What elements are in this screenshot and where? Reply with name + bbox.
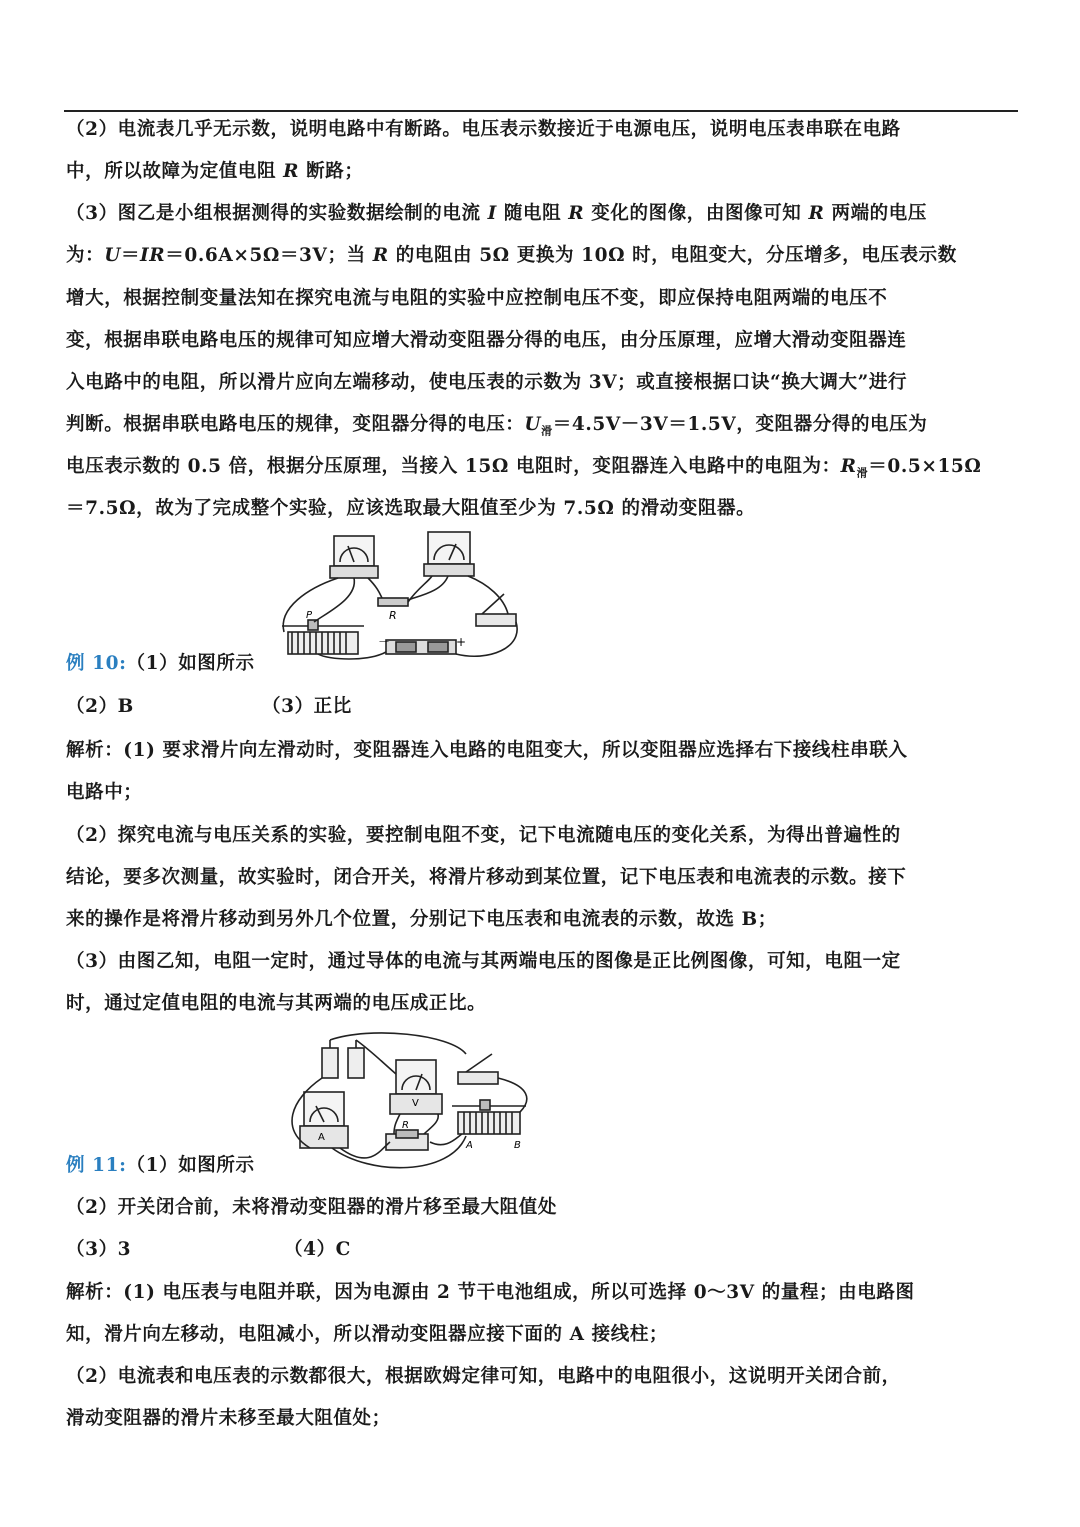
- text-line: （3）由图乙知，电阻一定时，通过导体的电流与其两端电压的图像是正比例图像，可知，电阻一定: [66, 951, 901, 972]
- terminal-a-label: A: [466, 1140, 473, 1151]
- example-11-answer-4: （4）C: [284, 1239, 351, 1260]
- terminal-b-label: B: [514, 1140, 521, 1151]
- text-line: 判断。根据串联电路电压的规律，变阻器分得的电压：$U_滑=4.5V-3V=1.5V$，变阻器分得的电压为: [66, 414, 928, 438]
- resistor-label: R: [389, 609, 397, 622]
- text-line: ＝7.5Ω，故为了完成整个实验，应该选取最大阻值至少为 7.5Ω 的滑动变阻器。: [66, 498, 756, 519]
- example-10-answer-3: （3）正比: [262, 696, 352, 717]
- text-line: 来的操作是将滑片移动到另外几个位置，分别记下电压表和电流表的示数，故选 B；: [66, 909, 777, 930]
- text-line: 解析：(1) 要求滑片向左滑动时，变阻器连入电路的电阻变大，所以变阻器应选择右下接线柱串联入: [66, 740, 908, 761]
- text-line: 解析：(1) 电压表与电阻并联，因为电源由 2 节干电池组成，所以可选择 0～3V 的量程；由电路图: [66, 1282, 915, 1303]
- voltmeter-label: V: [412, 1098, 419, 1109]
- example-10-tag: 例 10:: [66, 653, 127, 674]
- text-line: 滑动变阻器的滑片未移至最大阻值处；: [66, 1408, 391, 1429]
- minus-label: －: [378, 635, 391, 649]
- text-line: （2）电流表几乎无示数，说明电路中有断路。电压表示数接近于电源电压，说明电压表串联在电路: [66, 119, 901, 140]
- plus-label: +: [456, 635, 467, 649]
- text-line: 入电路中的电阻，所以滑片应向左端移动，使电压表的示数为 3V；或直接根据口诀“换大调大”进行: [66, 372, 908, 393]
- text-line: 电路中；: [66, 782, 143, 803]
- text-line: 中，所以故障为定值电阻 R 断路；: [66, 161, 364, 182]
- slider-label: P: [306, 610, 313, 621]
- example-11-tag: 例 11:: [66, 1155, 127, 1176]
- text-line: （2）电流表和电压表的示数都很大，根据欧姆定律可知，电路中的电阻很小，这说明开关闭合前，: [66, 1366, 901, 1387]
- example-11-answer-2: （2）开关闭合前，未将滑动变阻器的滑片移至最大阻值处: [66, 1197, 557, 1218]
- text-line: 为：U＝IR＝0.6A×5Ω＝3V；当 R 的电阻由 5Ω 更换为 10Ω 时，电阻变大，分压增多，电压表示数: [66, 245, 957, 266]
- example-10-answer-1: 例 10:（1）如图所示: [66, 653, 255, 674]
- text-line: 变，根据串联电路电压的规律可知应增大滑动变阻器分得的电压，由分压原理，应增大滑动变阻器连: [66, 330, 907, 351]
- text-line: （3）图乙是小组根据测得的实验数据绘制的电流 I 随电阻 R 变化的图像，由图像可知 R 两端的电压: [66, 203, 927, 224]
- resistor-label: R: [402, 1120, 409, 1131]
- text-line: 结论，要多次测量，故实验时，闭合开关，将滑片移动到某位置，记下电压表和电流表的示数。接下: [66, 867, 907, 888]
- text-line: 知，滑片向左移动，电阻减小，所以滑动变阻器应接下面的 A 接线柱；: [66, 1324, 669, 1345]
- example-10-answer-2: （2）B: [66, 696, 134, 717]
- text-line: 电压表示数的 0.5 倍，根据分压原理，当接入 15Ω 电阻时，变阻器连入电路中的电阻为：$R_滑=0.5\times 15\Omega$: [66, 456, 982, 480]
- ammeter-label: A: [318, 1132, 325, 1143]
- example-11-answer-3: （3）3: [66, 1239, 132, 1260]
- circuit-figure-11: [270, 1030, 540, 1176]
- example-11-answer-1: 例 11:（1）如图所示: [66, 1155, 255, 1176]
- circuit-figure-10: [268, 528, 528, 668]
- top-rule: [64, 110, 1018, 112]
- text-line: 时，通过定值电阻的电流与其两端的电压成正比。: [66, 993, 487, 1014]
- text-line: 增大，根据控制变量法知在探究电流与电阻的实验中应控制电压不变，即应保持电阻两端的电压不: [66, 288, 888, 309]
- text-line: （2）探究电流与电压关系的实验，要控制电阻不变，记下电流随电压的变化关系，为得出普遍性的: [66, 825, 901, 846]
